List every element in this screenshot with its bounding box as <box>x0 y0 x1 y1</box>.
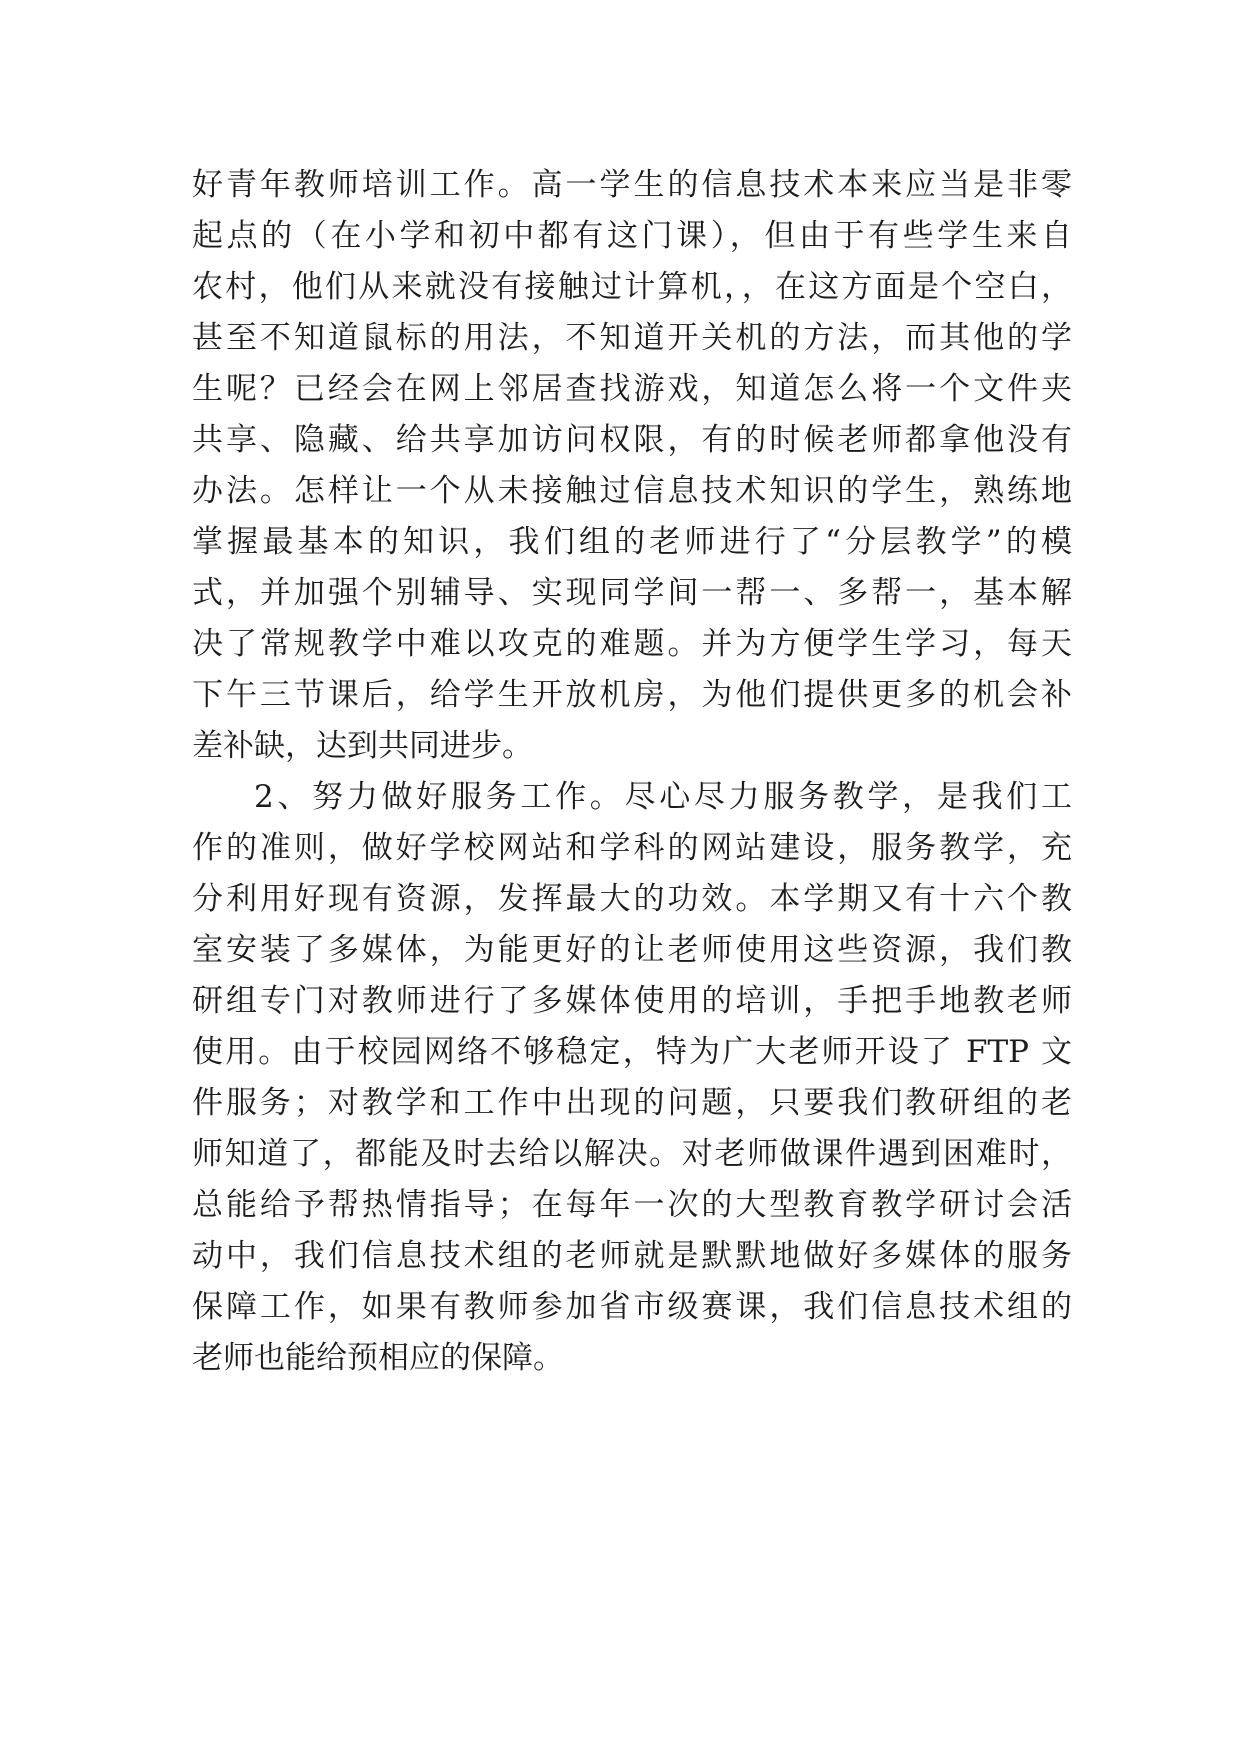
text-line: 室安装了多媒体，为能更好的让老师使用这些资源，我们教 <box>192 932 1072 968</box>
text-line: 师知道了，都能及时去给以解决。对老师做课件遇到困难时， <box>192 1136 1072 1172</box>
text-line: 甚至不知道鼠标的用法，不知道开关机的方法，而其他的学 <box>192 320 1072 356</box>
text-line: 总能给予帮热情指导；在每年一次的大型教育教学研讨会活 <box>192 1187 1072 1223</box>
text-line: 办法。怎样让一个从未接触过信息技术知识的学生，熟练地 <box>192 473 1072 509</box>
text-line: 掌握最基本的知识，我们组的老师进行了“分层教学”的模 <box>192 524 1072 560</box>
text-line: 生呢？已经会在网上邻居查找游戏，知道怎么将一个文件夹 <box>192 371 1072 407</box>
text-line: 农村，他们从来就没有接触过计算机，，在这方面是个空白， <box>192 269 1072 305</box>
paragraph-start-line: 2、努力做好服务工作。尽心尽力服务教学，是我们工 <box>254 779 1072 815</box>
body-text <box>192 160 1072 1384</box>
paragraph-end-line: 差补缺，达到共同进步。 <box>192 728 533 764</box>
text-line: 作的准则，做好学校网站和学科的网站建设，服务教学，充 <box>192 830 1072 866</box>
text-line: 好青年教师培训工作。高一学生的信息技术本来应当是非零 <box>192 167 1072 203</box>
text-line: 保障工作，如果有教师参加省市级赛课，我们信息技术组的 <box>192 1289 1072 1325</box>
text-line: 式，并加强个别辅导、实现同学间一帮一、多帮一，基本解 <box>192 575 1072 611</box>
text-line: 起点的（在小学和初中都有这门课），但由于有些学生来自 <box>192 218 1072 254</box>
text-line: 下午三节课后，给学生开放机房，为他们提供更多的机会补 <box>192 677 1072 713</box>
paragraph-end-line: 老师也能给预相应的保障。 <box>192 1340 564 1376</box>
text-line: 件服务；对教学和工作中出现的问题，只要我们教研组的老 <box>192 1085 1072 1121</box>
text-line: 共享、隐藏、给共享加访问权限，有的时候老师都拿他没有 <box>192 422 1072 458</box>
text-line: 研组专门对教师进行了多媒体使用的培训，手把手地教老师 <box>192 983 1072 1019</box>
text-line: 使用。由于校园网络不够稳定，特为广大老师开设了 FTP 文 <box>192 1034 1072 1070</box>
text-line: 动中，我们信息技术组的老师就是默默地做好多媒体的服务 <box>192 1238 1072 1274</box>
text-line: 分利用好现有资源，发挥最大的功效。本学期又有十六个教 <box>192 881 1072 917</box>
text-line: 决了常规教学中难以攻克的难题。并为方便学生学习，每天 <box>192 626 1072 662</box>
